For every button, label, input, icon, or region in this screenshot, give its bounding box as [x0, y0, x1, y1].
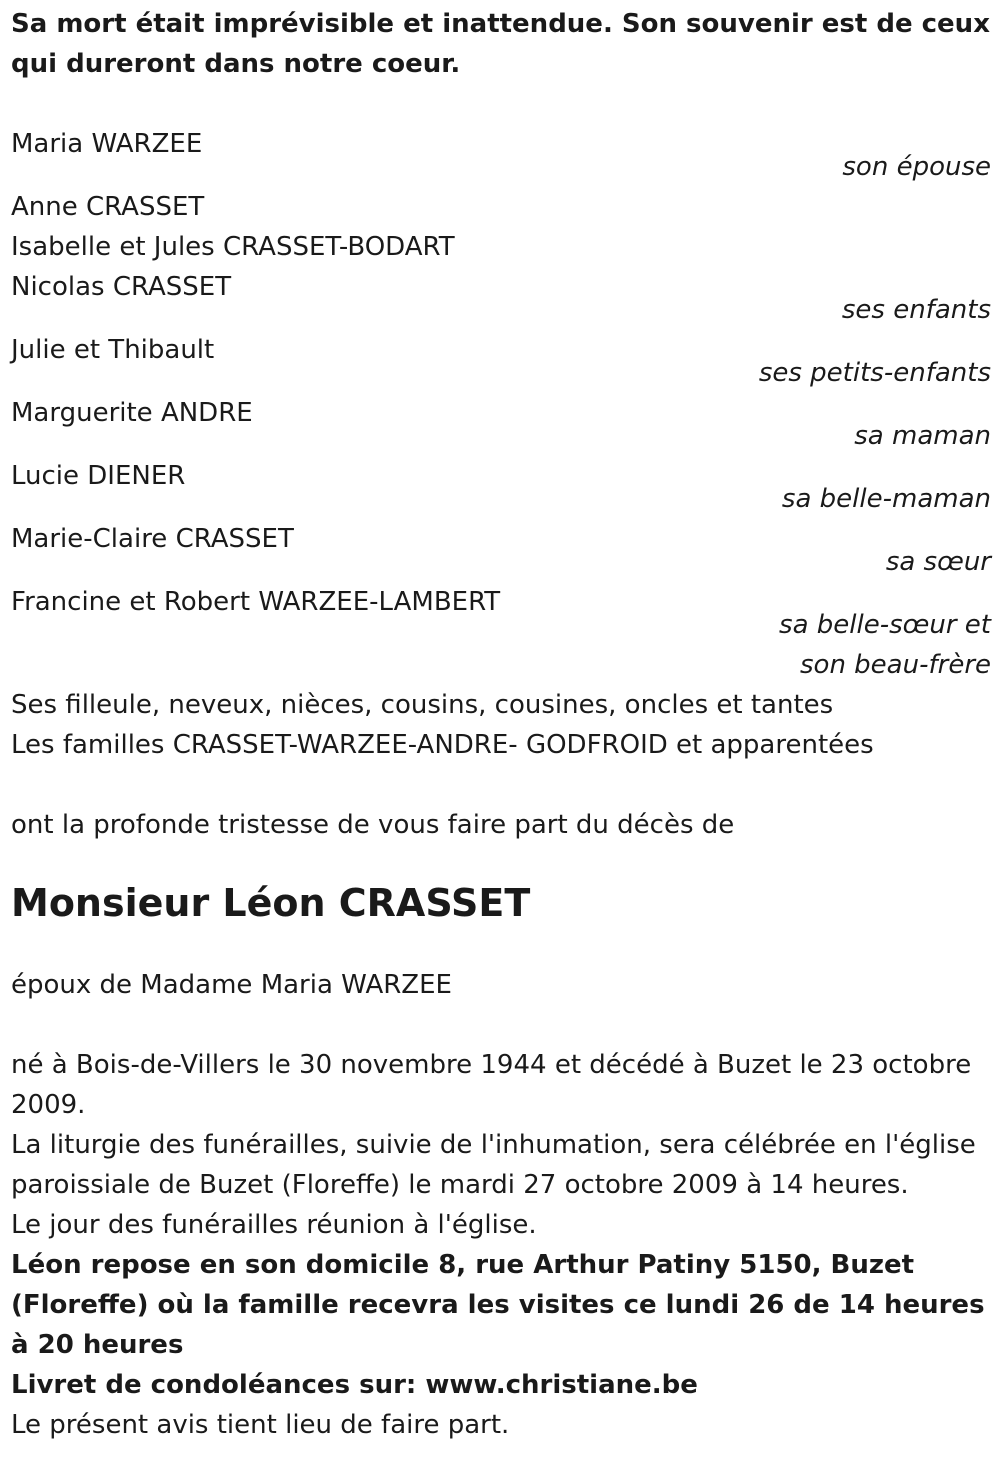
- intro-quote: Sa mort était imprévisible et inattendue. Son souvenir est de ceux qui dureront dans notre coeur.: [11, 9, 990, 79]
- family-name: Marie-Claire CRASSET: [11, 524, 294, 554]
- deceased-name: Monsieur Léon CRASSET: [11, 881, 531, 925]
- family-role: sa sœur: [885, 547, 991, 577]
- family-role: sa belle-maman: [781, 484, 991, 514]
- family-name: Marguerite ANDRE: [11, 398, 253, 428]
- condolences-link[interactable]: Livret de condoléances sur: www.christiane.be: [11, 1370, 698, 1400]
- family-group-children: [11, 187, 991, 330]
- liturgy-info: La liturgie des funérailles, suivie de l'inhumation, sera célébrée en l'église paroissiale de Buzet (Floreffe) le mardi 27 octobre 2009 à 14 heures.: [11, 1130, 976, 1200]
- visitation-info: Léon repose en son domicile 8, rue Arthur Patiny 5150, Buzet (Floreffe) où la famille recevra les visites ce lundi 26 de 14 heures à 20 heures: [11, 1250, 985, 1360]
- spouse-line: époux de Madame Maria WARZEE: [11, 970, 452, 1000]
- notice-line: Le présent avis tient lieu de faire part.: [11, 1410, 510, 1440]
- family-name: Lucie DIENER: [11, 461, 186, 491]
- family-name: Francine et Robert WARZEE-LAMBERT: [11, 587, 501, 617]
- family-role: sa belle-sœur et: [779, 610, 991, 640]
- family-role: son beau-frère: [799, 650, 991, 680]
- family-name: Isabelle et Jules CRASSET-BODART: [11, 232, 455, 262]
- family-role: son épouse: [842, 152, 991, 182]
- family-group-grandchildren: [11, 330, 991, 393]
- family-name: Maria WARZEE: [11, 129, 203, 159]
- extended-family-line: Ses filleule, neveux, nièces, cousins, cousines, oncles et tantes: [11, 690, 834, 720]
- family-group-spouse: [11, 124, 991, 187]
- family-name: Nicolas CRASSET: [11, 272, 232, 302]
- family-name: Julie et Thibault: [11, 335, 215, 365]
- extended-family: [11, 685, 991, 765]
- family-group-mother: [11, 393, 991, 456]
- family-group-mother-in-law: [11, 456, 991, 519]
- family-group-in-laws: [11, 582, 991, 685]
- family-name: Anne CRASSET: [11, 192, 205, 222]
- family-role: ses enfants: [841, 295, 991, 325]
- family-role: sa maman: [854, 421, 991, 451]
- announcement: ont la profonde tristesse de vous faire part du décès de: [11, 810, 735, 840]
- family-group-sister: [11, 519, 991, 582]
- birth-death-info: né à Bois-de-Villers le 30 novembre 1944 et décédé à Buzet le 23 octobre 2009.: [11, 1050, 972, 1120]
- meeting-info: Le jour des funérailles réunion à l'église.: [11, 1210, 537, 1240]
- extended-family-line: Les familles CRASSET-WARZEE-ANDRE- GODFROID et apparentées: [11, 730, 874, 760]
- family-role: ses petits-enfants: [758, 358, 991, 388]
